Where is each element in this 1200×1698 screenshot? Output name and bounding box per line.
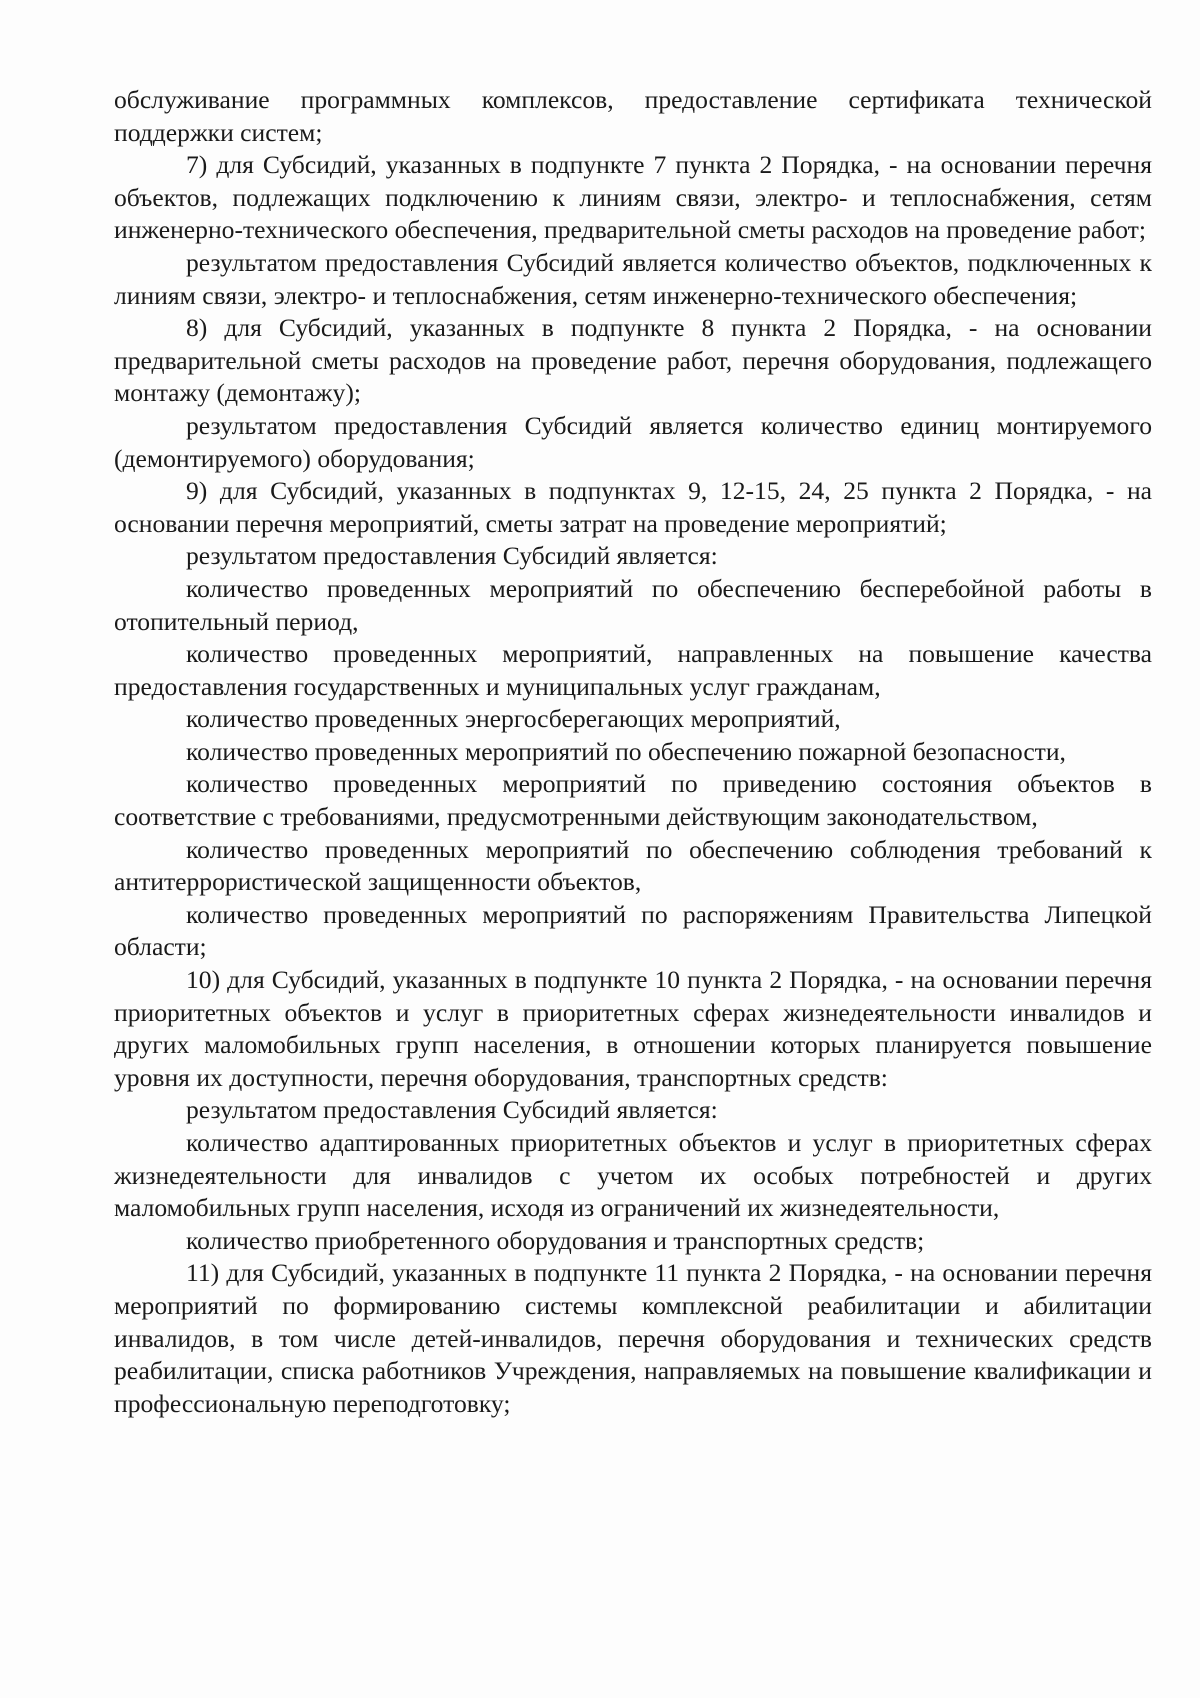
paragraph: 7) для Субсидий, указанных в подпункте 7 пункта 2 Порядка, - на основании перечня объектов, подлежащих подключению к линиям связи, электро- и теплоснабжения, сетям инженерно-технического обеспечения, предварительной сметы расходов на проведение работ; [114,150,1152,245]
paragraph: 9) для Субсидий, указанных в подпунктах 9, 12-15, 24, 25 пункта 2 Порядка, - на основании перечня мероприятий, сметы затрат на проведение мероприятий; [114,476,1152,538]
paragraph: результатом предоставления Субсидий является: [186,1095,718,1125]
paragraph: количество проведенных мероприятий по обеспечению соблюдения требований к антитеррористической защищенности объектов, [114,834,1152,897]
paragraph: количество проведенных мероприятий по распоряжениям Правительства Липецкой области; [114,899,1152,962]
paragraph: количество проведенных мероприятий по обеспечению бесперебойной работы в отопительный период, [114,573,1152,636]
paragraph: результатом предоставления Субсидий является количество единиц монтируемого (демонтируемого) оборудования; [114,410,1152,473]
paragraph: 8) для Субсидий, указанных в подпункте 8 пункта 2 Порядка, - на основании предварительной сметы расходов на проведение работ, перечня оборудования, подлежащего монтажу (демонтажу); [114,313,1152,408]
paragraph: 11) для Субсидий, указанных в подпункте 11 пункта 2 Порядка, - на основании перечня мероприятий по формированию системы комплексной реабилитации и абилитации инвалидов, в том числе детей-инвалидов, перечня оборудования и технических средств реабилитации, списка работников Учреждения, направляемых на повышение квалификации и профессиональную переподготовку; [114,1258,1152,1418]
paragraph: 10) для Субсидий, указанных в подпункте 10 пункта 2 Порядка, - на основании перечня приоритетных объектов и услуг в приоритетных сферах жизнедеятельности инвалидов и других маломобильных групп населения, в отношении которых планируется повышение уровня их доступности, перечня оборудования, транспортных средств: [114,965,1152,1092]
paragraph: обслуживание программных комплексов, предоставление сертификата технической поддержки систем; [114,85,1152,147]
paragraph: количество приобретенного оборудования и транспортных средств; [186,1225,925,1255]
paragraph: количество проведенных мероприятий, направленных на повышение качества предоставления государственных и муниципальных услуг гражданам, [114,639,1152,701]
paragraph: количество адаптированных приоритетных объектов и услуг в приоритетных сферах жизнедеятельности для инвалидов с учетом их особых потребностей и других маломобильных групп населения, исходя из ограничений их жизнедеятельности, [114,1128,1152,1223]
paragraph: количество проведенных мероприятий по приведению состояния объектов в соответствие с требованиями, предусмотренными действующим законодательством, [114,769,1152,832]
paragraph: количество проведенных энергосберегающих мероприятий, [186,704,841,734]
paragraph: результатом предоставления Субсидий является: [186,541,718,571]
document-body [114,84,1152,1420]
paragraph: результатом предоставления Субсидий является количество объектов, подключенных к линиям связи, электро- и теплоснабжения, сетям инженерно-технического обеспечения; [114,247,1152,310]
paragraph: количество проведенных мероприятий по обеспечению пожарной безопасности, [186,736,1066,766]
